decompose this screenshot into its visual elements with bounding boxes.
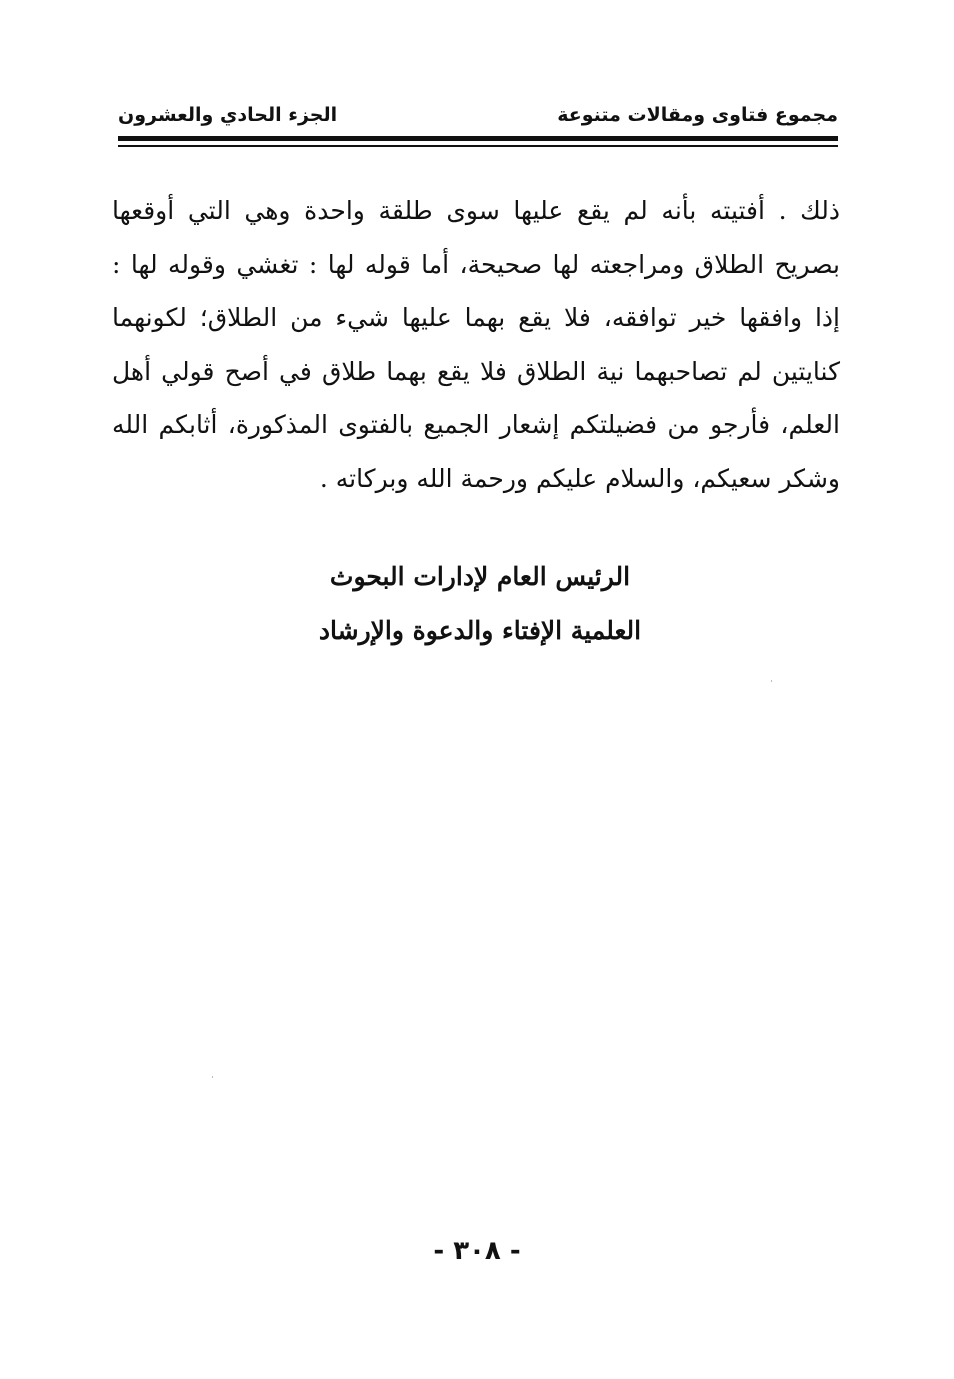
header-divider-thick: [118, 136, 838, 141]
header-divider-thin: [118, 145, 838, 147]
body-paragraph: ذلك . أفتيته بأنه لم يقع عليها سوى طلقة واحدة وهي التي أوقعها بصريح الطلاق ومراجعته لها صحيحة، أما قوله لها : تغشي وقوله لها : إذا وافقها خير توافقه، فلا يقع بهما عليها شيء من الطلاق؛ لكونهما كنايتين لم تصاحبهما نية الطلاق فلا يقع بهما طلاق في أصح قولي أهل العلم، فأرجو من فضيلتكم إشعار الجميع بالفتوى المذكورة، أثابكم الله وشكر سعيكم، والسلام عليكم ورحمة الله وبركاته .: [112, 196, 840, 493]
running-header: [118, 100, 838, 130]
scan-speck: [212, 1076, 213, 1078]
scan-speck: [771, 680, 772, 682]
signature-line-1: الرئيس العام لإدارات البحوث: [329, 562, 631, 591]
volume-label: الجزء الحادي والعشرون: [118, 104, 338, 126]
signature-block: [190, 550, 770, 658]
signature-line-2: العلمية الإفتاء والدعوة والإرشاد: [318, 616, 642, 645]
book-title: مجموع فتاوى ومقالات متنوعة: [557, 104, 838, 126]
page-number: - ٣٠٨ -: [433, 1236, 521, 1266]
